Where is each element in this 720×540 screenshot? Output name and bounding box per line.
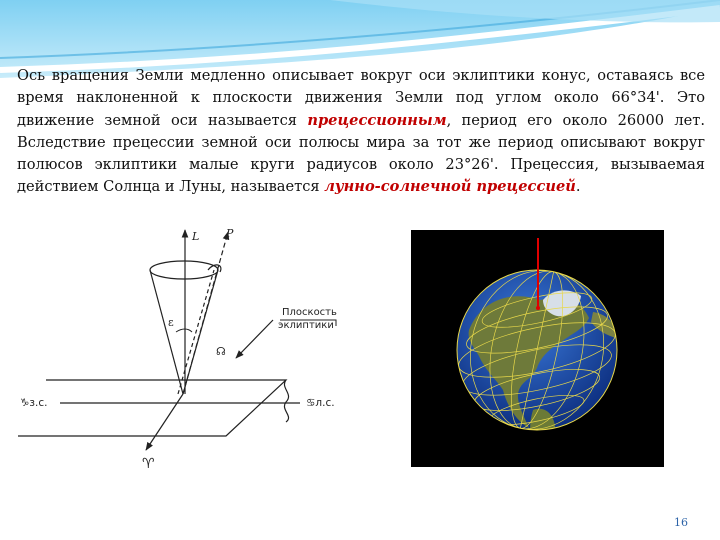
term-lunisolar-precession: лунно-солнечной прецессией <box>324 178 576 196</box>
summer-solstice-label: ♋л.с. <box>306 397 335 409</box>
globe-drawing <box>411 230 664 467</box>
paragraph-text-1: Ось вращения Земли медленно описывает вокруг оси эклиптики конус, оставаясь все время наклоненной к плоскости движения Земли под углом около 66°34'. Это движение земной оси называется <box>17 67 705 129</box>
winter-solstice-label: ♑з.с. <box>20 397 48 409</box>
paragraph-text-2: , период его около 26000 лет. Вследствие прецессии земной оси полюсы мира за тот же период описывают вокруг полюсов эклиптики малые круги радиусов около 23°26'. Прецессия, вызываемая действием Солнца и Луны, называется <box>17 111 705 196</box>
node-symbol: ☊ <box>216 345 226 358</box>
precession-circle <box>150 261 218 279</box>
label-L: L <box>192 230 200 243</box>
main-paragraph <box>17 65 705 199</box>
vernal-equinox-symbol: ♈ <box>142 456 155 472</box>
plane-label-line1: Плоскость <box>282 307 337 318</box>
paragraph-text-3: . <box>575 178 581 196</box>
plane-label-line2: эклиптики <box>278 320 334 331</box>
cone-edge-left <box>150 270 183 394</box>
earth-axis <box>183 232 228 394</box>
label-P: P <box>226 227 234 240</box>
ecliptic-plane <box>18 380 286 436</box>
term-precession: прецессионным <box>307 111 447 129</box>
node-pointer <box>236 320 273 358</box>
page-number: 16 <box>674 516 688 529</box>
label-epsilon: ε <box>168 316 174 329</box>
precession-diagram <box>18 222 378 477</box>
earth-globe-image <box>411 230 664 467</box>
